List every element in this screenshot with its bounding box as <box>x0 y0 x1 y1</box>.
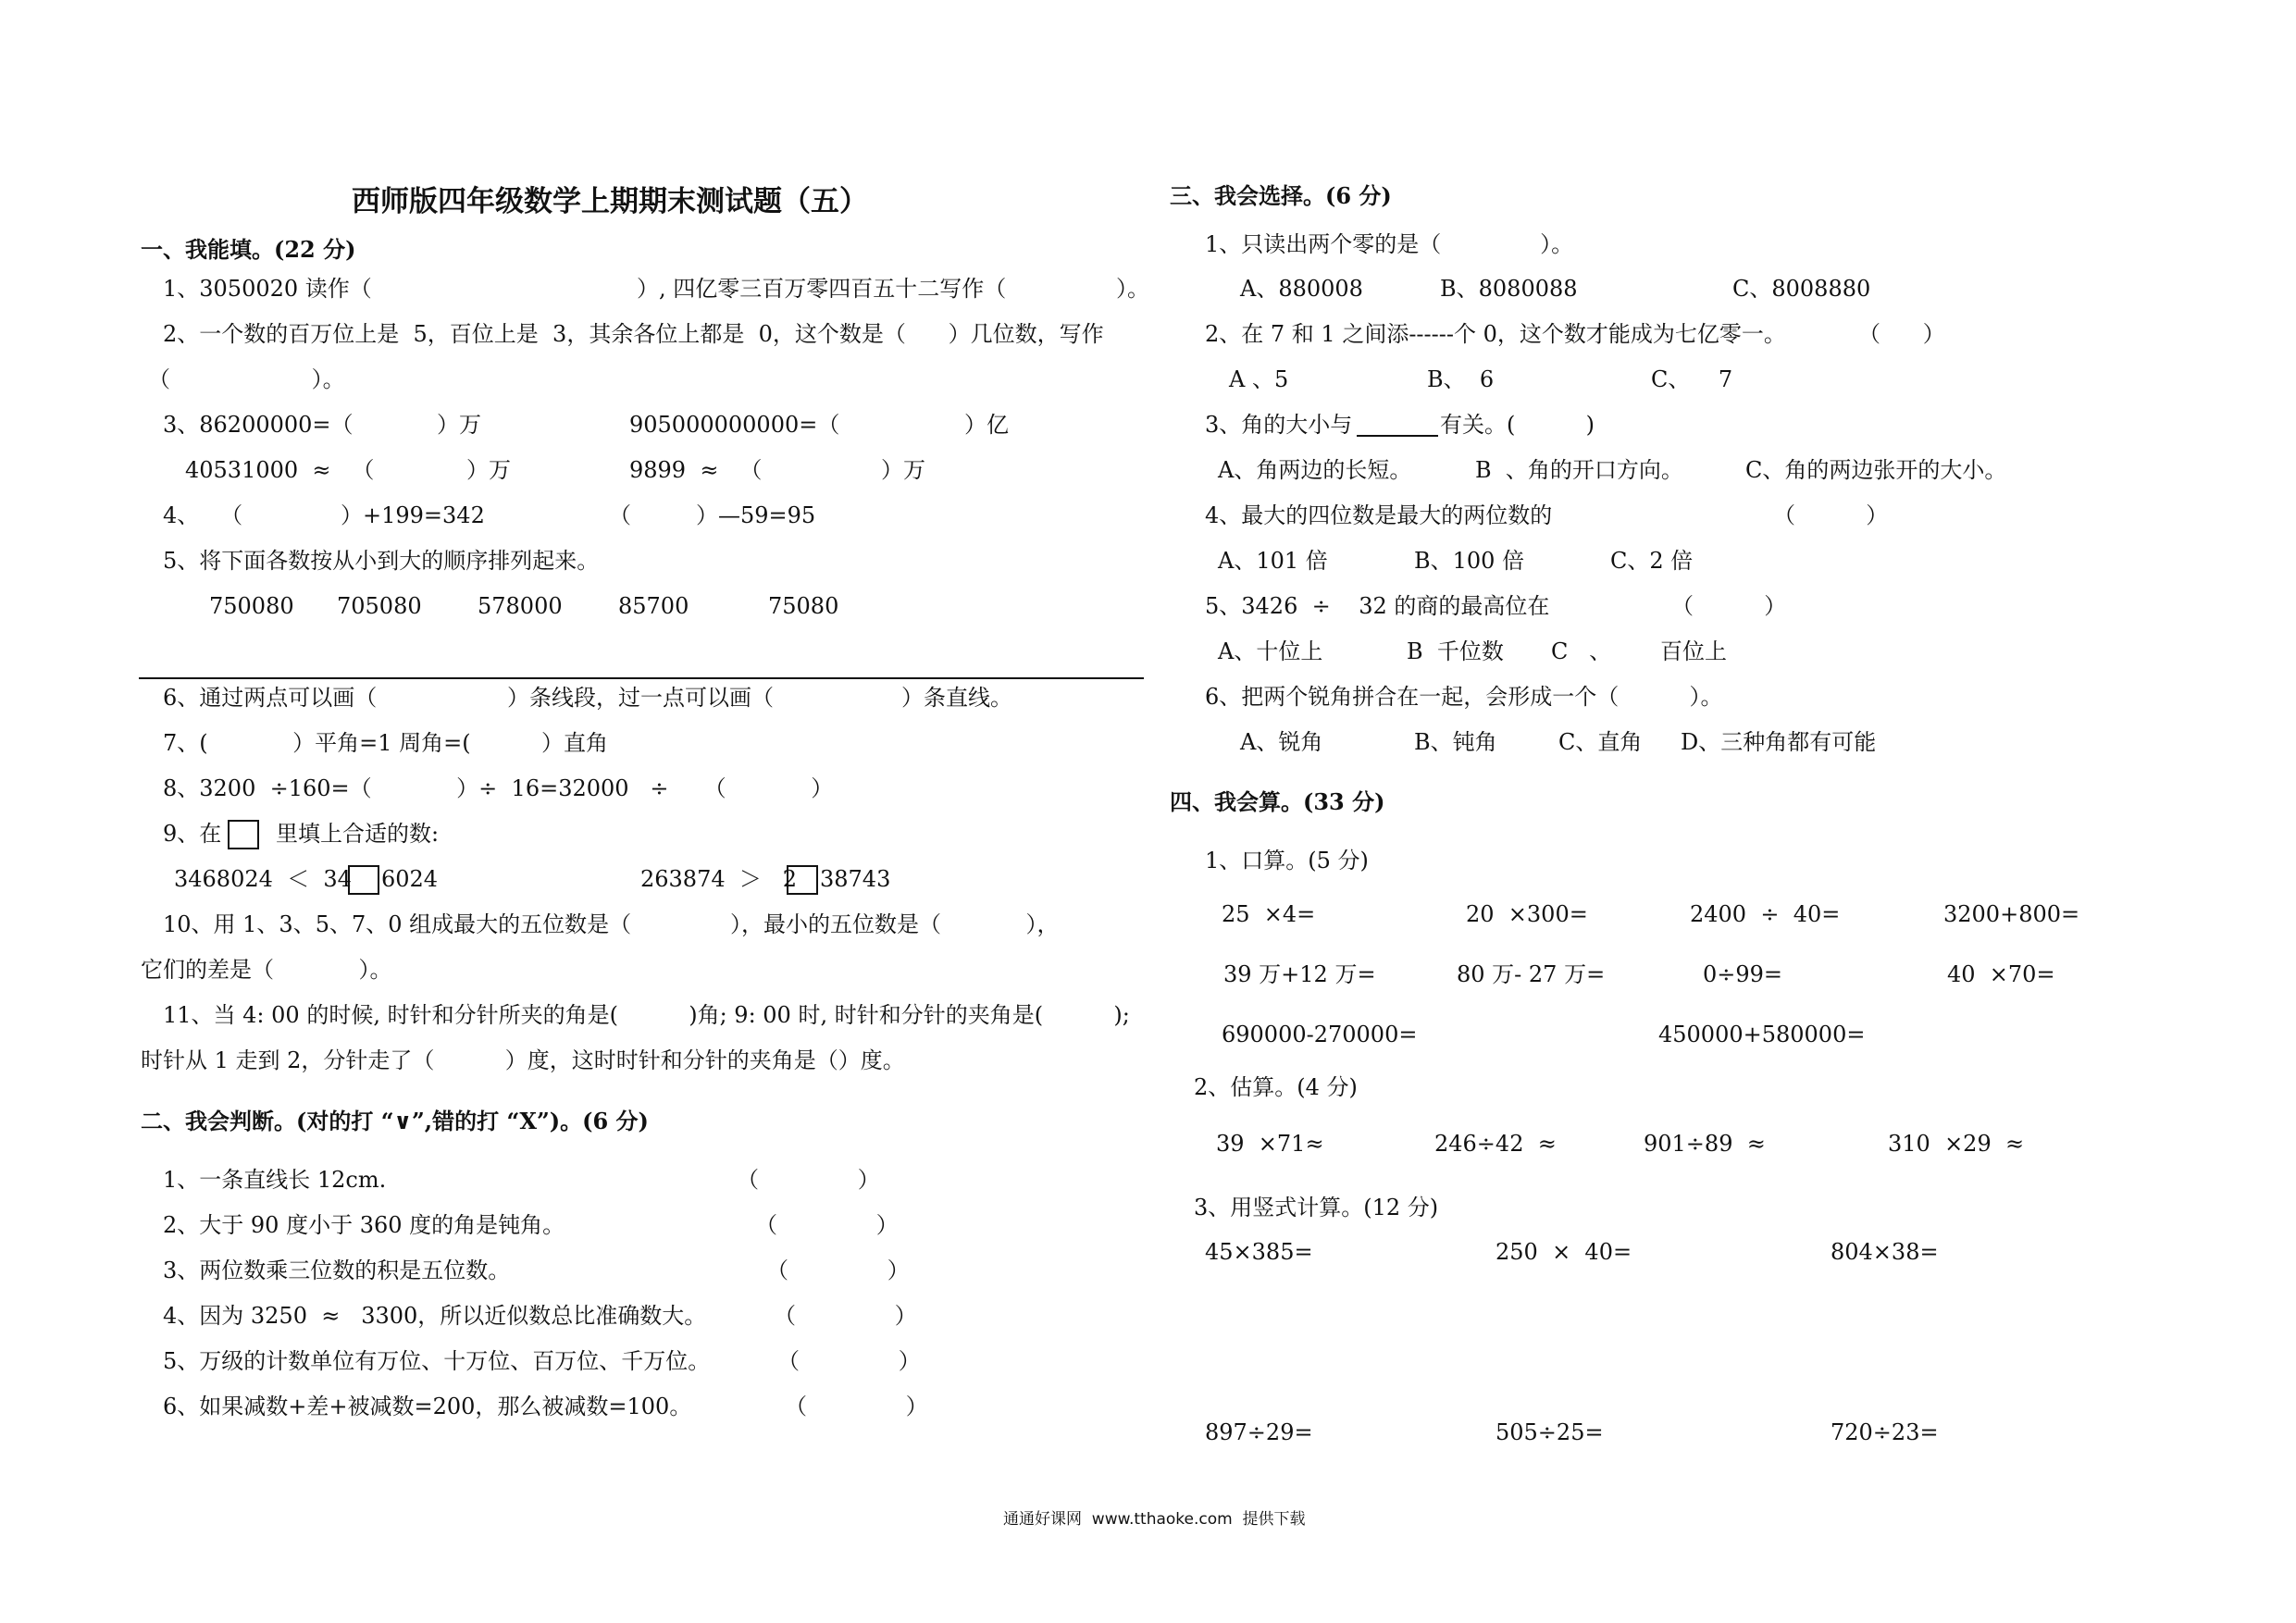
s1-q3-a: 3、86200000=（ <box>163 412 354 438</box>
s3-q3-b: 有关。( ) <box>1440 412 1595 438</box>
s3-q4-paren: （ ） <box>1773 502 1889 528</box>
s1-q6-a: 6、通过两点可以画（ <box>163 685 378 711</box>
s4-vertical-calc: 804×38= <box>1831 1239 1939 1265</box>
s2-item: 6、如果减数+差+被减数=200，那么被减数=100。 <box>163 1394 692 1419</box>
s1-q10-line2: 它们的差是（ ）。 <box>141 957 392 983</box>
s3-q4: 4、最大的四位数是最大的两位数的 <box>1205 502 1553 528</box>
s1-q11-line1: 11、当 4: 00 的时候, 时针和分针所夹的角是( )角; 9: 00 时, 时针和分针的夹角是( ); <box>163 1002 1130 1028</box>
s1-q3-b: ）万 <box>437 412 481 438</box>
s1-q9-c: 3468024 ＜ 34 <box>174 866 352 892</box>
s3-option: C、2 倍 <box>1610 548 1694 574</box>
s1-q3-e: 40531000 ≈ （ <box>185 457 375 483</box>
s3-option: B、钝角 <box>1414 729 1497 755</box>
s4-mental-calc: 2400 ÷ 40= <box>1690 901 1841 927</box>
s1-q5-number: 75080 <box>768 593 839 619</box>
s2-item: 4、因为 3250 ≈ 3300，所以近似数总比准确数大。 <box>163 1303 707 1329</box>
section-2-heading: 二、我会判断。(对的打 “∨”,错的打 “X”)。(6 分) <box>141 1108 649 1134</box>
s4-mental-calc: 0÷99= <box>1703 961 1783 987</box>
s3-option: C 、 <box>1551 638 1612 664</box>
s1-q6-c: ）条直线。 <box>901 685 1012 711</box>
s3-option: C、 7 <box>1651 366 1733 392</box>
s3-option: A、锐角 <box>1240 729 1323 755</box>
s2-item: 2、大于 90 度小于 360 度的角是钝角。 <box>163 1212 565 1238</box>
answer-line-divider <box>139 677 1144 679</box>
s1-q1-b: ）, 四亿零三百万零四百五十二写作（ <box>637 276 1007 302</box>
s3-q2: 2、在 7 和 1 之间添------个 0，这个数才能成为七亿零一。 <box>1205 321 1786 347</box>
s4-part2-label: 2、估算。(4 分) <box>1194 1074 1358 1100</box>
s1-q10-line1: 10、用 1、3、5、7、0 组成最大的五位数是（ ），最小的五位数是（ ）， <box>163 911 1060 937</box>
s1-q3-g: 9899 ≈ （ <box>629 457 763 483</box>
s3-q2-paren: （ ） <box>1858 321 1945 347</box>
s2-paren: （ ） <box>737 1167 880 1193</box>
s2-item: 3、两位数乘三位数的积是五位数。 <box>163 1258 511 1283</box>
s3-option: B、8080088 <box>1440 276 1578 302</box>
s4-mental-calc: 39 万+12 万= <box>1223 961 1376 987</box>
s4-mental-calc: 80 万- 27 万= <box>1457 961 1606 987</box>
section-3-heading: 三、我会选择。(6 分) <box>1170 182 1392 209</box>
s3-option: C、角的两边张开的大小。 <box>1745 457 2007 483</box>
s4-estimate: 39 ×71≈ <box>1216 1131 1324 1157</box>
s1-q7: 7、( ）平角=1 周角=( ）直角 <box>163 730 608 756</box>
footer-credit: 通通好课网 www.tthaoke.com 提供下载 <box>1003 1510 1306 1529</box>
s4-part1-label: 1、口算。(5 分) <box>1205 848 1369 873</box>
s1-q6-b: ）条线段，过一点可以画（ <box>507 685 774 711</box>
fill-blank-line <box>1357 435 1438 437</box>
s4-mental-calc: 690000-270000= <box>1222 1022 1418 1047</box>
s3-option: C、直角 <box>1558 729 1643 755</box>
s1-q9-f: 38743 <box>820 866 891 892</box>
s4-estimate: 246÷42 ≈ <box>1434 1131 1557 1157</box>
s3-option: A、角两边的长短。 <box>1218 457 1412 483</box>
s1-q8: 8、3200 ÷160=（ ）÷ 16=32000 ÷ （ ） <box>163 775 834 801</box>
s1-q2-line2: （ ）。 <box>148 366 345 392</box>
s1-q5-number: 705080 <box>337 593 422 619</box>
s1-q9-a: 9、在 <box>163 821 222 847</box>
s2-paren: （ ） <box>755 1212 899 1238</box>
s1-q4-a: 4、 （ <box>163 502 243 528</box>
s3-q5-paren: （ ） <box>1671 593 1787 619</box>
s1-q9-d: 6024 <box>381 866 439 892</box>
s1-q4-b: ）+199=342 <box>341 502 485 528</box>
s2-item: 1、一条直线长 12cm. <box>163 1167 387 1193</box>
s3-q6: 6、把两个锐角拼合在一起，会形成一个（ ）。 <box>1205 684 1723 710</box>
s2-paren: （ ） <box>774 1303 917 1329</box>
s1-q4-d: ）—59=95 <box>696 502 816 528</box>
s4-mental-calc: 40 ×70= <box>1947 961 2055 987</box>
s4-mental-calc: 450000+580000= <box>1658 1022 1866 1047</box>
s1-q4-c: （ <box>609 502 631 528</box>
s4-estimate: 310 ×29 ≈ <box>1888 1131 2025 1157</box>
s4-vertical-calc: 505÷25= <box>1496 1419 1604 1445</box>
s3-q3-a: 3、角的大小与 <box>1205 412 1353 438</box>
s4-vertical-calc: 45×385= <box>1205 1239 1313 1265</box>
s2-paren: （ ） <box>785 1394 928 1419</box>
s3-option: A、880008 <box>1240 276 1363 302</box>
section-1-heading: 一、我能填。(22 分) <box>141 236 356 263</box>
s3-option: D、三种角都有可能 <box>1681 729 1877 755</box>
s4-estimate: 901÷89 ≈ <box>1644 1131 1766 1157</box>
s4-mental-calc: 25 ×4= <box>1222 901 1316 927</box>
s1-q3-h: ）万 <box>881 457 925 483</box>
s3-option: B 、角的开口方向。 <box>1475 457 1683 483</box>
page-title: 西师版四年级数学上期期末测试题（五） <box>352 185 868 218</box>
s2-item: 5、万级的计数单位有万位、十万位、百万位、千万位。 <box>163 1348 711 1374</box>
s1-q5-number: 85700 <box>618 593 689 619</box>
section-4-heading: 四、我会算。(33 分) <box>1170 788 1385 815</box>
s2-paren: （ ） <box>766 1258 910 1283</box>
s1-q11-line2: 时针从 1 走到 2，分针走了（ ）度，这时时针和分针的夹角是（）度。 <box>141 1047 905 1073</box>
s1-q9-b: 里填上合适的数: <box>276 821 440 847</box>
s1-q5-prompt: 5、将下面各数按从小到大的顺序排列起来。 <box>163 548 600 574</box>
s1-q5-number: 578000 <box>478 593 563 619</box>
s3-q1: 1、只读出两个零的是（ ）。 <box>1205 231 1574 257</box>
s1-q2-line1: 2、一个数的百万位上是 5，百位上是 3，其余各位上都是 0，这个数是（ ）几位数，写作 <box>163 321 1104 347</box>
s4-mental-calc: 20 ×300= <box>1466 901 1588 927</box>
s2-paren: （ ） <box>777 1348 921 1374</box>
s4-vertical-calc: 897÷29= <box>1205 1419 1313 1445</box>
s4-part3-label: 3、用竖式计算。(12 分) <box>1194 1195 1439 1220</box>
s3-option: B 千位数 <box>1407 638 1504 664</box>
s4-mental-calc: 3200+800= <box>1943 901 2080 927</box>
s4-vertical-calc: 720÷23= <box>1831 1419 1939 1445</box>
s1-q3-c: 905000000000=（ <box>629 412 840 438</box>
s3-option: A、101 倍 <box>1218 548 1328 574</box>
answer-box[interactable] <box>228 820 259 849</box>
s1-q3-f: ）万 <box>466 457 511 483</box>
s1-q3-d: ）亿 <box>964 412 1009 438</box>
s1-q5-number: 750080 <box>209 593 294 619</box>
s3-option: B、 6 <box>1427 366 1495 392</box>
answer-box[interactable] <box>348 865 379 895</box>
s3-option: B、100 倍 <box>1414 548 1525 574</box>
s3-option: C、8008880 <box>1732 276 1871 302</box>
s1-q1-c: ）。 <box>1116 276 1149 302</box>
s3-option: 百位上 <box>1660 638 1727 664</box>
s4-vertical-calc: 250 × 40= <box>1496 1239 1632 1265</box>
s1-q1-a: 1、3050020 读作（ <box>163 276 372 302</box>
s1-q9-e: 263874 ＞ 2 <box>640 866 798 892</box>
answer-box[interactable] <box>787 865 818 895</box>
s3-option: A、十位上 <box>1218 638 1323 664</box>
s3-option: A 、5 <box>1229 366 1289 392</box>
s3-q5: 5、3426 ÷ 32 的商的最高位在 <box>1205 593 1550 619</box>
